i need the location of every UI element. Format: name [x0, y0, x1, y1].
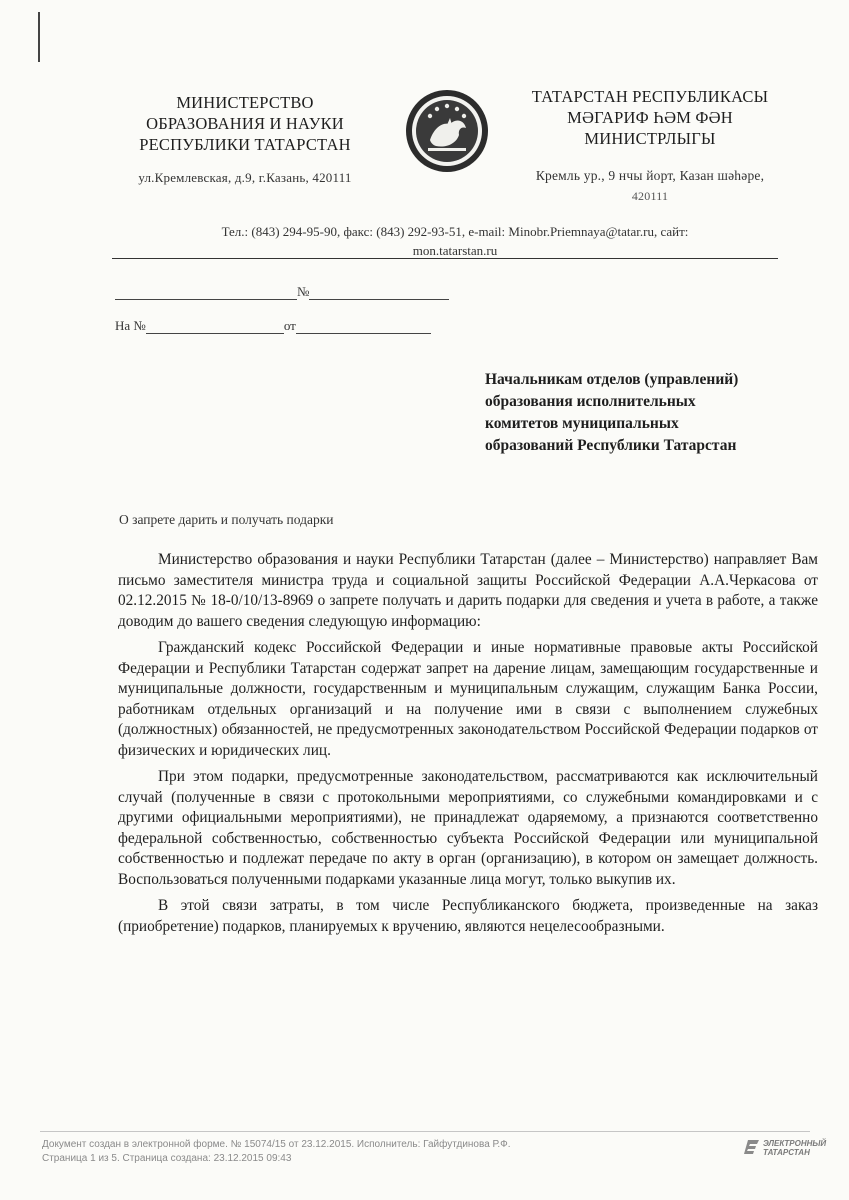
addressee	[485, 369, 815, 457]
reply-number-label: На №	[115, 318, 146, 333]
ministry-name-ru-line: МИНИСТЕРСТВО	[176, 93, 314, 112]
ministry-name-ru-line: ОБРАЗОВАНИЯ И НАУКИ	[146, 114, 344, 133]
reply-date-blank	[296, 319, 431, 334]
letterhead-divider	[112, 258, 778, 259]
ministry-name-tt-line: ТАТАРСТАН РЕСПУБЛИКАСЫ	[531, 87, 769, 106]
pencil-mark	[38, 12, 40, 62]
body-paragraph: В этой связи затраты, в том числе Республиканского бюджета, произведенные на заказ (приобретение) подарков, планируемых к вручению, являются нецелесообразными.	[118, 897, 818, 935]
addressee-line: комитетов муниципальных	[485, 415, 679, 432]
footer-page-info: Страница 1 из 5. Страница создана: 23.12.2015 09:43	[42, 1153, 292, 1164]
letter-subject: О запрете дарить и получать подарки	[119, 512, 334, 527]
contacts-line: Тел.: (843) 294-95-90, факс: (843) 292-93-51, e-mail: Minobr.Priemnaya@tatar.ru, сайт:	[221, 224, 689, 239]
ministry-address-ru: ул.Кремлевская, д.9, г.Казань, 420111	[138, 170, 352, 185]
number-blank	[309, 285, 449, 300]
footer	[42, 1138, 662, 1166]
ministry-postcode-tt: 420111	[631, 189, 669, 203]
ministry-name-tt-line: МӘГАРИФ ҺӘМ ФӘН	[567, 108, 733, 127]
logo-text: ТАТАРСТАН	[763, 1148, 810, 1157]
body-paragraph: При этом подарки, предусмотренные законодательством, рассматриваются как исключительный случай (полученные в связи с протокольными мероприятиями, со служебными командировками и с другими официальными мероприятиями), не принадлежат одаряемому, а признаются соответственно федеральной собственностью, собственностью субъекта Российской Федерации или муниципальной собственностью и подлежат передаче по акту в орган (организацию), в котором он замещает должность. Воспользоваться полученными подарками указанные лица могут, только выкупив их.	[118, 768, 818, 888]
addressee-line: Начальникам отделов (управлений)	[485, 371, 739, 388]
reply-to-row	[115, 318, 431, 334]
footer-divider	[40, 1131, 810, 1132]
logo-text: ЭЛЕКТРОННЫЙ	[763, 1139, 827, 1148]
electronic-tatarstan-logo	[744, 1138, 827, 1162]
ministry-name-ru-line: РЕСПУБЛИКИ ТАТАРСТАН	[139, 135, 351, 154]
reply-date-label: от	[283, 318, 296, 333]
tatarstan-emblem-icon	[404, 88, 490, 174]
body-paragraph: Гражданский кодекс Российской Федерации и иные нормативные правовые акты Российской Федерации и Республики Татарстан содержат запрет на дарение лицам, замещающим государственные и муниципальные должности, государственным и муниципальным служащим, служащим Банка России, работникам отдельных организаций и на получение ими в связи с выполнением служебных (должностных) обязанностей, не предусмотренных законодательством Российской Федерации подарков от физических и юридических лиц.	[118, 639, 818, 759]
date-blank	[115, 285, 297, 300]
addressee-line: образования исполнительных	[485, 393, 696, 410]
ministry-address-tt: Кремль ур., 9 нчы йорт, Казан шәһәре,	[535, 168, 765, 183]
footer-document-info: Документ создан в электронной форме. № 15074/15 от 23.12.2015. Исполнитель: Гайфутдинова Р.Ф.	[42, 1139, 511, 1150]
addressee-line: образований Республики Татарстан	[485, 437, 737, 454]
outgoing-number-row	[115, 284, 449, 300]
reply-number-blank	[146, 319, 284, 334]
body-paragraph: Министерство образования и науки Республики Татарстан (далее – Министерство) направляет Вам письмо заместителя министра труда и социальной защиты Российской Федерации А.А.Черкасова от 02.12.2015 № 18-0/10/13-8969 о запрете получать и дарить подарки для сведения и учета в работе, а также доводим до вашего сведения следующую информацию:	[118, 551, 818, 630]
website: mon.tatarstan.ru	[412, 243, 498, 258]
ministry-name-ru	[100, 92, 390, 188]
letter-body	[118, 550, 818, 943]
electronic-tatarstan-icon	[744, 1138, 760, 1156]
ministry-name-tt-line: МИНИСТРЛЫГЫ	[584, 129, 716, 148]
ministry-name-tt	[490, 86, 810, 203]
contacts	[110, 222, 800, 260]
number-label: №	[297, 284, 310, 299]
